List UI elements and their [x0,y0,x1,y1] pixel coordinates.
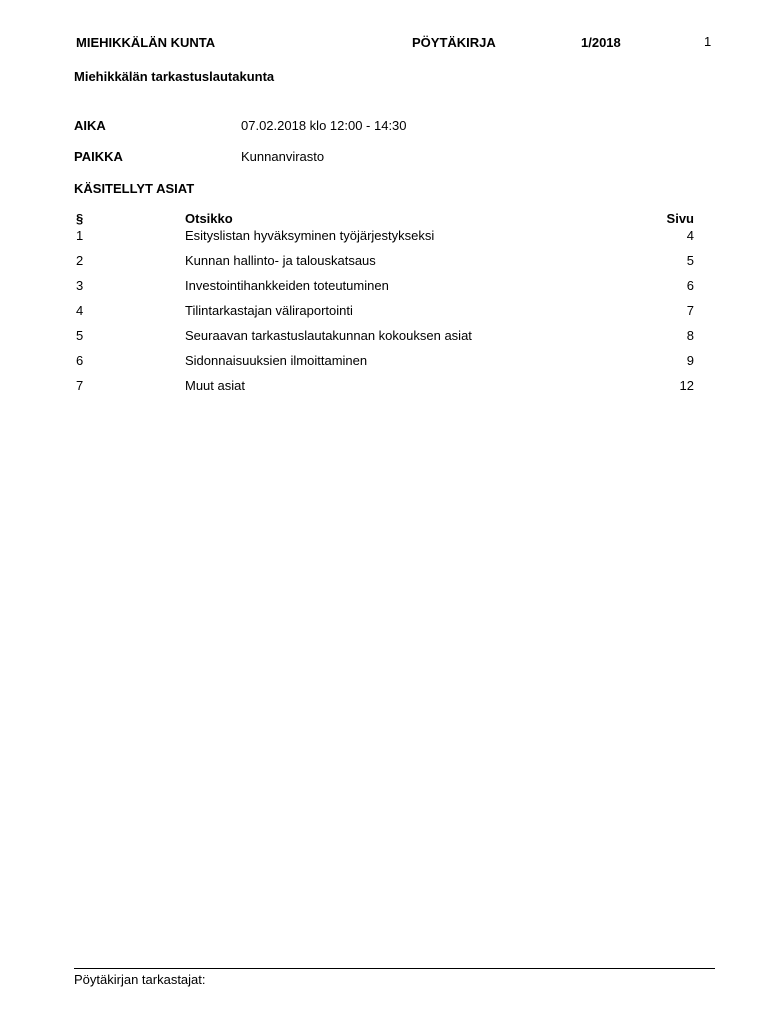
agenda-item-page: 6 [686,278,694,293]
agenda-item-page: 12 [679,378,694,393]
agenda-row [74,278,696,303]
agenda-table [74,211,696,403]
section-heading: KÄSITELLYT ASIAT [74,181,195,196]
agenda-item-title: Investointihankkeiden toteutuminen [185,278,389,293]
time-value: 07.02.2018 klo 12:00 - 14:30 [241,118,407,133]
agenda-item-number: 5 [76,328,84,343]
agenda-item-number: 2 [76,253,84,268]
agenda-header-row [74,211,696,228]
agenda-item-title: Kunnan hallinto- ja talouskatsaus [185,253,376,268]
column-header-number: § [76,211,84,226]
document-type: PÖYTÄKIRJA [412,35,496,50]
organization-name: MIEHIKKÄLÄN KUNTA [76,35,216,50]
agenda-item-title: Tilintarkastajan väliraportointi [185,303,353,318]
agenda-row [74,303,696,328]
column-header-page: Sivu [666,211,694,226]
agenda-item-number: 1 [76,228,84,243]
agenda-row [74,228,696,253]
page-number: 1 [704,34,712,49]
column-header-title: Otsikko [185,211,233,226]
agenda-item-page: 9 [686,353,694,368]
agenda-row [74,328,696,353]
agenda-item-title: Seuraavan tarkastuslautakunnan kokouksen asiat [185,328,472,343]
agenda-item-page: 8 [686,328,694,343]
board-name: Miehikkälän tarkastuslautakunta [74,69,275,84]
place-value: Kunnanvirasto [241,149,325,164]
place-label: PAIKKA [74,149,123,164]
agenda-item-page: 7 [686,303,694,318]
footer-divider [74,968,715,969]
agenda-item-title: Esityslistan hyväksyminen työjärjestykseksi [185,228,435,243]
agenda-item-page: 5 [686,253,694,268]
agenda-item-number: 4 [76,303,84,318]
agenda-item-number: 7 [76,378,84,393]
agenda-row [74,253,696,278]
agenda-item-title: Sidonnaisuuksien ilmoittaminen [185,353,368,368]
agenda-row [74,353,696,378]
time-label: AIKA [74,118,106,133]
agenda-item-page: 4 [686,228,694,243]
agenda-item-number: 3 [76,278,84,293]
agenda-item-number: 6 [76,353,84,368]
agenda-item-title: Muut asiat [185,378,245,393]
reviewers-label: Pöytäkirjan tarkastajat: [74,972,206,987]
agenda-row [74,378,696,403]
meeting-number: 1/2018 [581,35,621,50]
